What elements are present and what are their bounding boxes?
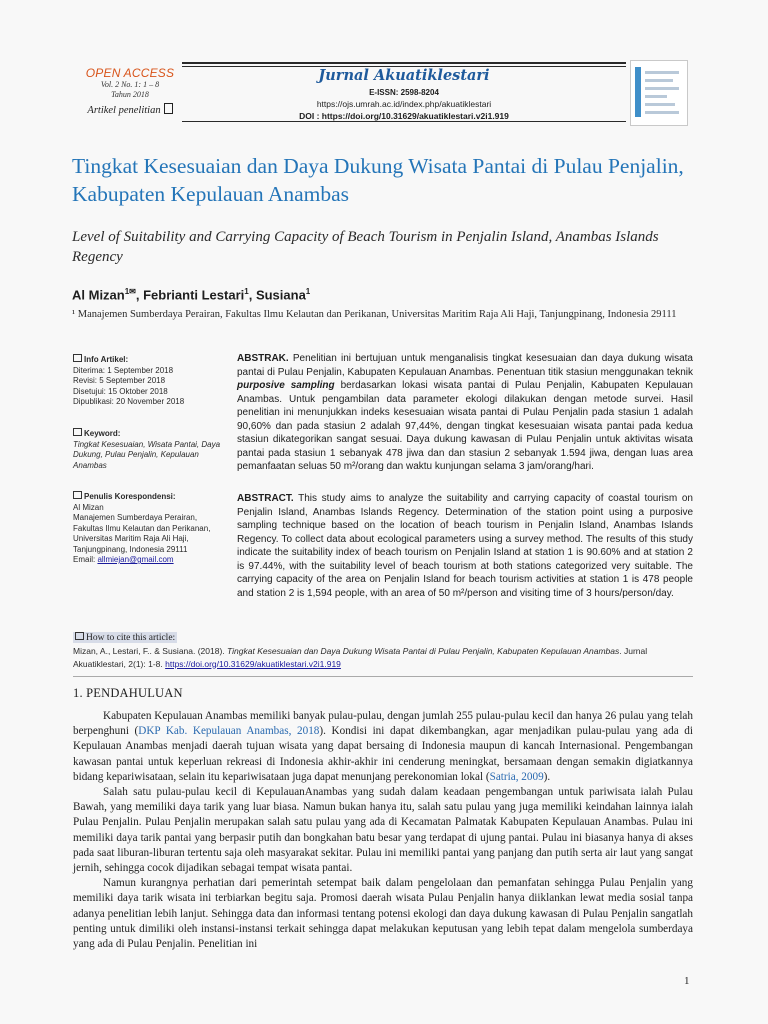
paper-title: Tingkat Kesesuaian dan Daya Dukung Wisata Pantai di Pulau Penjalin, Kabupaten Kepulauan Anambas <box>72 154 684 206</box>
citation-doi-link[interactable]: https://doi.org/10.31629/akuatiklestari.v2i1.919 <box>165 658 341 669</box>
citation-rule <box>73 676 693 677</box>
header-center <box>182 67 626 121</box>
header-left <box>80 66 180 116</box>
mail-icon <box>73 491 82 499</box>
how-to-cite-heading: How to cite this article: <box>73 632 177 643</box>
journal-url[interactable]: https://ojs.umrah.ac.id/index.php/akuatiklestari <box>316 99 492 109</box>
article-info: Info Artikel: Diterima: 1 September 2018 Revisi: 5 September 2018 Disetujui: 15 Oktober 2018 Dipublikasi: 20 November 2018 <box>73 355 185 406</box>
reference-link[interactable]: DKP Kab. Kepulauan Anambas, 2018 <box>138 725 320 738</box>
journal-name: Jurnal Akuatiklestari <box>318 67 490 84</box>
correspondence: Penulis Korespondensi: Al Mizan Manajemen Sumberdaya Perairan, Fakultas Ilmu Kelautan dan Perikanan, Universitas Maritim Raja Ali Haji, Tanjungpinang, Indonesia 29111 Email: allmiejan@gmail.com <box>73 492 211 564</box>
header-rule-top <box>182 62 626 64</box>
abstract-english: ABSTRACT. This study aims to analyze the suitability and carrying capacity of coastal tourism on Penjalin Island, Anambas Islands Regency. Determination of the station point using a purposive sampling technique based on the location of beach tourism in Penjalin Island, Anambas Islands Regency. To collect data about ecological parameters using a survey method. The results of this study indicate the suitability index of beach tourism on Penjalin Island at station 1 is 90.60% and at station 2 is 97.44%, with the suitability level of beach tourism at both stations categorized very suitable. The carrying capacity of the area on Penjalin Island for beach tourism activities at station 1 is 478 people and station 2 is 1,594 people, with an area of 50 m²/person and visiting time of 3 hours/person/day. <box>237 493 693 599</box>
reference-link[interactable]: Satria, 2009 <box>489 770 544 783</box>
open-access-label: OPEN ACCESS <box>85 66 175 80</box>
abstrak-indonesian: ABSTRAK. Penelitian ini bertujuan untuk menganalisis tingkat kesesuaian dan daya dukung wisata pantai di Pulau Penjalin, Kabupaten Kepulauan Anambas. Penentuan titik stasiun menggunakan teknik purposive sampling berdasarkan lokasi wisata pantai di Pulau Penjalin, Kabupaten Kepulauan Anambas. Untuk pengambilan data parameter ekologi dilakukan dengan metode survei. Hasil penelitian ini menunjukkan indeks kesesuaian wisata pantai di Pulau Penjalin pada stasiun 1 adalah 90,60% dan pada stasiun 2 adalah 97,44%, dengan tingkat kesesuaian wisata pantai pada kedua stasiun dikategorikan sangat sesuai. Daya dukung kawasan di Pulau Penjalin untuk aktivitas wisata pantai pada stasiun 1 sebanyak 478 jiwa dan dan stasiun 2 sebanyak 1.594 jiwa, dengan luas area pemanfaatan seluas 50 m²/orang dan waktu kunjungan selama 3 jam/orang/hari. <box>237 353 693 472</box>
keywords: Keyword: Tingkat Kesesuaian, Wisata Pantai, Daya Dukung, Pulau Penjalin, Kepulauan Anambas <box>73 429 221 470</box>
paper-subtitle-english: Level of Suitability and Carrying Capacity of Beach Tourism in Penjalin Island, Anambas Islands Regency <box>72 229 659 265</box>
email-link[interactable]: allmiejan@gmail.com <box>97 555 174 564</box>
author-list: Al Mizan$^{1✉}$, Febrianti Lestari$^1$, Susiana$^1$ <box>72 287 311 303</box>
paragraph-1: Kabupaten Kepulauan Anambas memiliki banyak pulau-pulau, dengan jumlah 255 pulau-pulau kecil dan hanya 26 pulau yang telah berpenghuni (DKP Kab. Kepulauan Anambas, 2018). Kondisi ini dapat dikembangkan, agar menjadikan pulau-pulau yang ada di Kepulauan Anambas menjadi daerah tujuan wisata yang dapat bersaing di Indonesia maupun di kancah Internasional. Pengembangan kawasan pantai untuk keperluan rekreasi di Indonesia akhir-akhir ini cenderung meningkat, bersamaan dengan semakin digiatkannya bidang kepariwisataan, selain itu kepariwisataan juga dapat menunjang perekonomian lokal (Satria, 2009). <box>73 710 694 783</box>
year-label: Tahun 2018 <box>111 90 149 99</box>
key-icon <box>73 428 82 436</box>
citation-text: Mizan, A., Lestari, F.. & Susiana. (2018). Tingkat Kesesuaian dan Daya Dukung Wisata Pantai di Pulau Penjalin, Kabupaten Kepulauan Anambas. Jurnal Akuatiklestari, 2(1): 1-8. https://doi.org/10.31629/akuatiklestari.v2i1.919 <box>73 646 648 669</box>
article-type: Artikel penelitian <box>80 103 180 116</box>
journal-doi[interactable]: DOI : https://doi.org/10.31629/akuatiklestari.v2i1.919 <box>299 111 509 121</box>
section-heading: 1. PENDAHULUAN <box>73 686 183 700</box>
eissn: E-ISSN: 2598-8204 <box>369 88 439 97</box>
affiliation: ¹ Manajemen Sumberdaya Perairan, Fakultas Ilmu Kelautan dan Perikanan, Universitas Maritim Raja Ali Haji, Tanjungpinang, Indonesia 29111 <box>72 309 677 320</box>
header-rule-bottom <box>182 121 626 122</box>
paragraph-2: Salah satu pulau-pulau kecil di KepulauanAnambas yang sudah dalam keadaan pengembangan untuk pariwisata ialah Pulau Bawah, yang memiliki daya tarik yang luar biasa. Namun bukan hanya itu, salah satu pulau yang juga memiliki keindahan lainnya ialah Pulau Penjalin. Pulau Penjalin merupakan salah satu pulau yang ada di Kecamatan Palmatak Kabupaten Kepulauan Anambas. Pulau ini memiliki daya tarik pantai yang berpasir putih dan bongkahan batu besar yang terdapat di ujung pantai. Pulau ini biasanya hanya di akses pada saat liburan-liburan tertentu saja oleh masyarakat sekitar. Pulau ini memiliki pantai yang panjang dan putih serta air laut yang sangat jernih, sehingga cocok dijadikan sebagai tempat wisata pantai. <box>73 786 693 875</box>
document-icon <box>164 103 173 114</box>
book-icon <box>75 632 84 640</box>
journal-cover-thumbnail <box>630 60 688 126</box>
body-text <box>73 709 693 952</box>
paragraph-3: Namun kurangnya perhatian dari pemerintah setempat baik dalam pengelolaan dan pemanfatan sehingga Pulau Penjalin yang memiliki daya tarik wisata ini terbiarkan begitu saja. Promosi daerah wisata Pulau Penjalin hanya diiklankan lewat media sosial tanpa adanya penelitian lebih lanjut. Sehingga data dan informasi tentang potensi ekologi dan daya dukung kawasan di Pulau Penjalin sangatlah penting untuk dimiliki oleh instansi-instansi terkait sehingga dapat melakukan keputusan yang lebih tepat dalam mengelola sumberdaya yang ada di Pulau Penjalin. Penelitian ini <box>73 877 693 951</box>
volume-label: Vol. 2 No. 1: 1 – 8 <box>100 80 160 89</box>
checkbox-icon <box>73 354 82 362</box>
page-number: 1 <box>684 975 690 987</box>
